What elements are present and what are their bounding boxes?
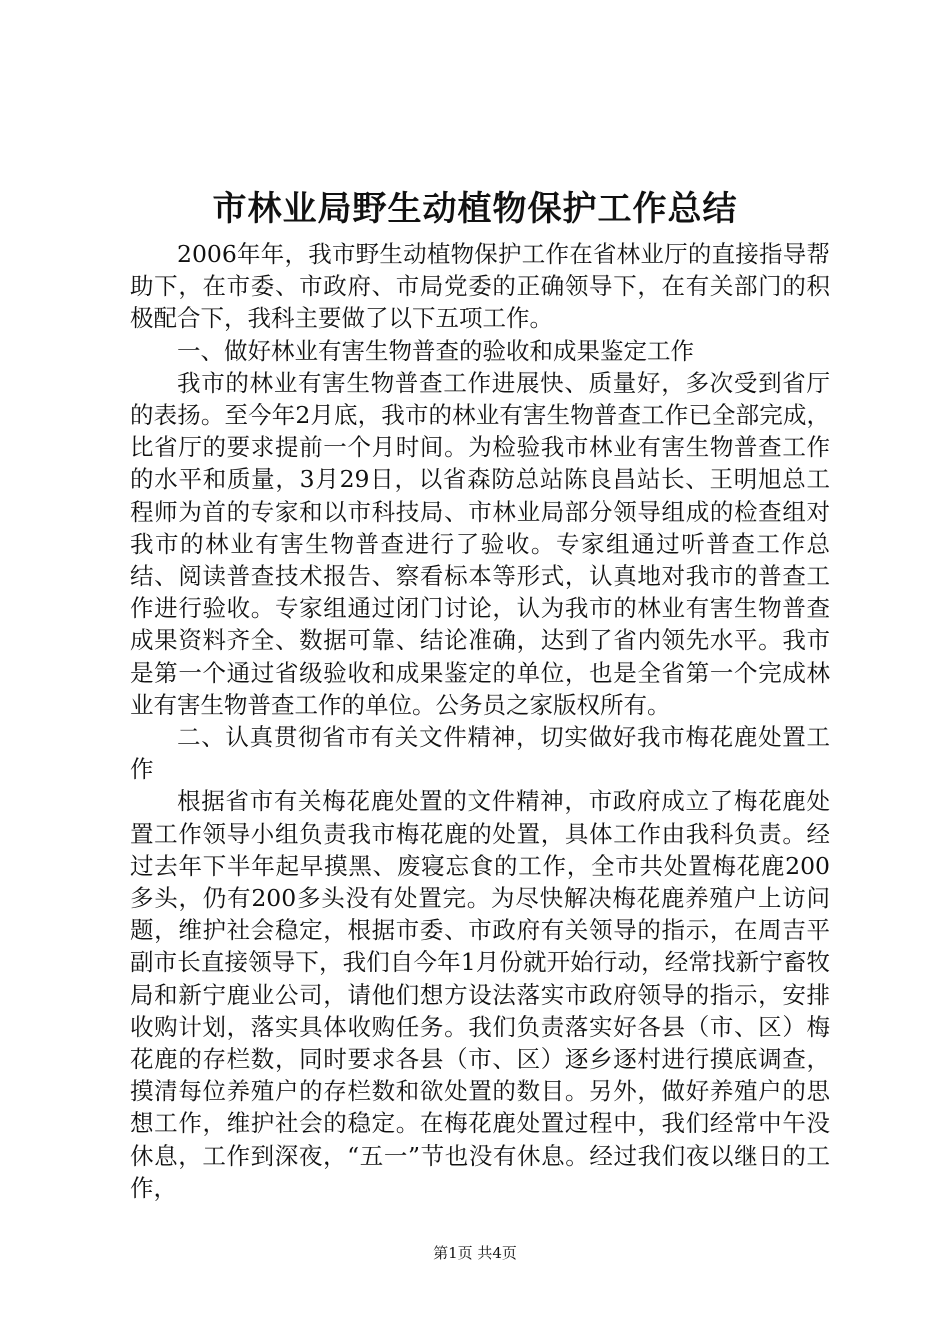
paragraph-section-1: 我市的林业有害生物普查工作进展快、质量好，多次受到省厅的表扬。至今年2月底，我市的林业有害生物普查工作已全部完成，比省厅的要求提前一个月时间。为检验我市林业有害生物普查工作的水平和质量，3月29日，以省森防总站陈良昌站长、王明旭总工程师为首的专家和以市科技局、市林业局部分领导组成的检查组对我市的林业有害生物普查进行了验收。专家组通过听普查工作总结、阅读普查技术报告、察看标本等形式，认真地对我市的普查工作进行验收。专家组通过闭门讨论，认为我市的林业有害生物普查成果资料齐全、数据可靠、结论准确，达到了省内领先水平。我市是第一个通过省级验收和成果鉴定的单位，也是全省第一个完成林业有害生物普查工作的单位。公务员之家版权所有。: [130, 368, 830, 719]
document-title: 市林业局野生动植物保护工作总结: [212, 189, 738, 229]
paragraph-section-2: 根据省市有关梅花鹿处置的文件精神，市政府成立了梅花鹿处置工作领导小组负责我市梅花鹿的处置，具体工作由我科负责。经过去年下半年起早摸黑、废寝忘食的工作，全市共处置梅花鹿200多头，仍有200多头没有处置完。为尽快解决梅花鹿养殖户上访问题，维护社会稳定，根据市委、市政府有关领导的指示，在周吉平副市长直接领导下，我们自今年1月份就开始行动，经常找新宁畜牧局和新宁鹿业公司，请他们想方设法落实市政府领导的指示，安排收购计划，落实具体收购任务。我们负责落实好各县（市、区）梅花鹿的存栏数，同时要求各县（市、区）逐乡逐村进行摸底调查，摸清每位养殖户的存栏数和欲处置的数目。另外，做好养殖户的思想工作，维护社会的稳定。在梅花鹿处置过程中，我们经常中午没休息，工作到深夜，“五一”节也没有休息。经过我们夜以继日的工作，: [130, 787, 830, 1202]
section-heading-2: 二、认真贯彻省市有关文件精神，切实做好我市梅花鹿处置工作: [130, 723, 830, 784]
section-heading-1: 一、做好林业有害生物普查的验收和成果鉴定工作: [177, 336, 694, 365]
page-number-footer: 第1页 共4页: [433, 1244, 517, 1262]
paragraph-intro: 2006年年，我市野生动植物保护工作在省林业厅的直接指导帮助下，在市委、市政府、市局党委的正确领导下，在有关部门的积极配合下，我科主要做了以下五项工作。: [130, 240, 830, 333]
document-body: [130, 238, 830, 1204]
